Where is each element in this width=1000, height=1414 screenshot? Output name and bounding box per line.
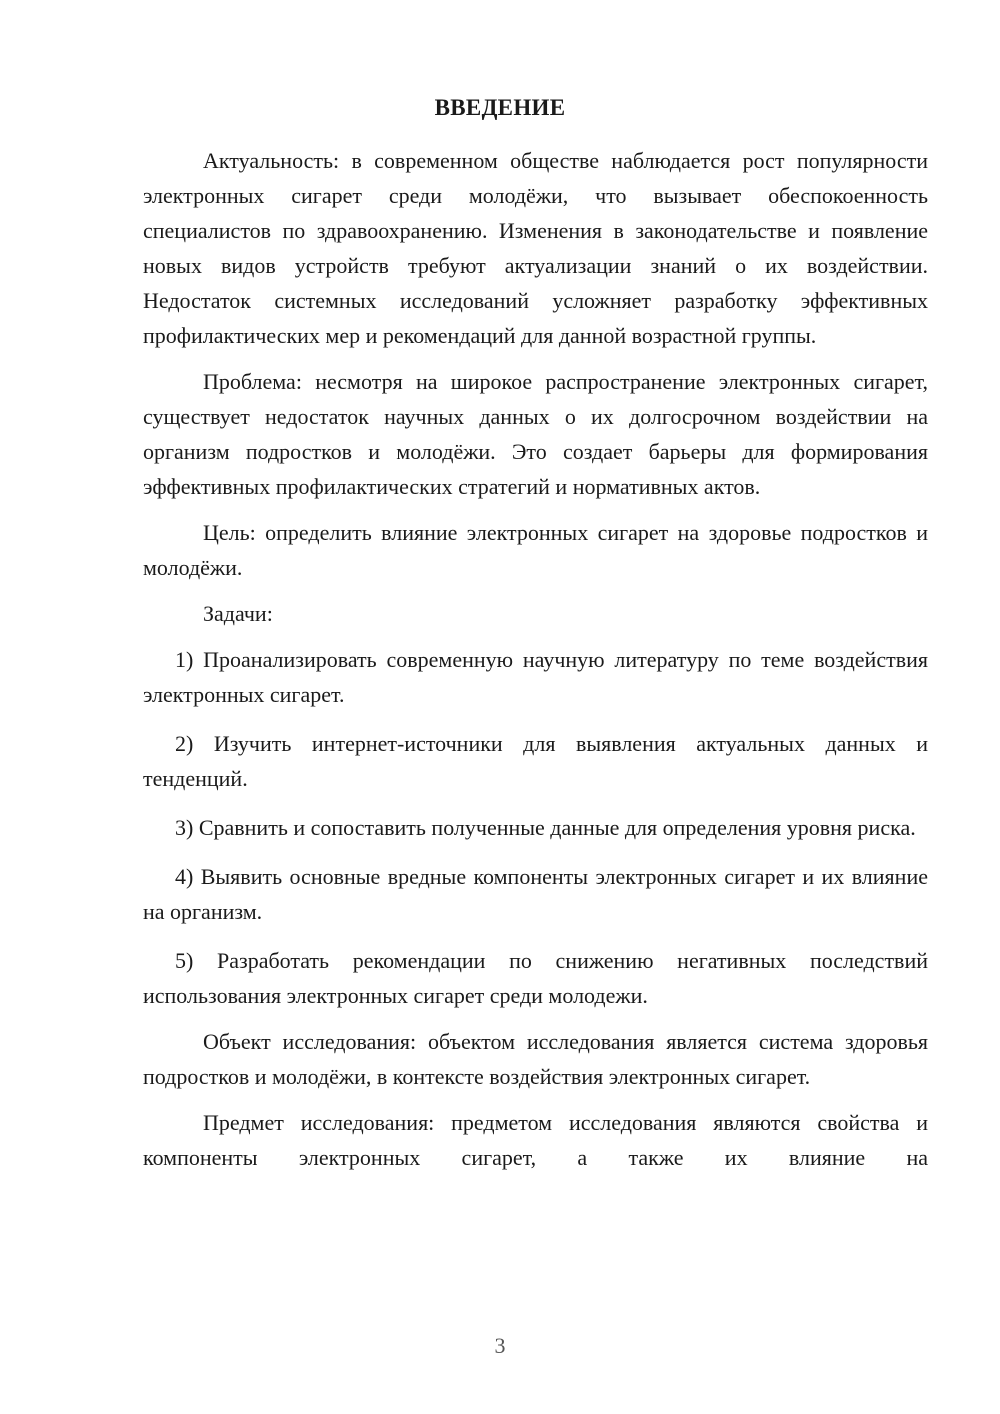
list-item: 3) Сравнить и сопоставить полученные данные для определения уровня риска. [175, 815, 916, 840]
list-item: 4) Выявить основные вредные компоненты электронных сигарет и их влияние на организм. [143, 864, 928, 924]
page-body [143, 143, 928, 1175]
paragraph-subject: Предмет исследования: предметом исследования являются свойства и компоненты электронных сигарет, а также их влияние на [143, 1110, 928, 1170]
paragraph-object: Объект исследования: объектом исследования является система здоровья подростков и молодёжи, в контексте воздействия электронных сигарет. [143, 1029, 928, 1089]
paragraph-problem: Проблема: несмотря на широкое распространение электронных сигарет, существует недостаток научных данных о их долгосрочном воздействии на организм подростков и молодёжи. Это создает барьеры для формирования эффективных профилактических стратегий и нормативных актов. [143, 369, 928, 499]
page-number: 3 [494, 1333, 506, 1358]
list-item: 1) Проанализировать современную научную литературу по теме воздействия электронных сигарет. [143, 647, 928, 707]
paragraph-relevance: Актуальность: в современном обществе наблюдается рост популярности электронных сигарет среди молодёжи, что вызывает обеспокоенность специалистов по здравоохранению. Изменения в законодательстве и появление новых видов устройств требуют актуализации знаний о их воздействии. Недостаток системных исследований усложняет разработку эффективных профилактических мер и рекомендаций для данной возрастной группы. [143, 148, 928, 348]
paragraph-goal: Цель: определить влияние электронных сигарет на здоровье подростков и молодёжи. [143, 520, 928, 580]
tasks-heading: Задачи: [203, 601, 273, 626]
list-item: 2) Изучить интернет-источники для выявления актуальных данных и тенденций. [143, 731, 928, 791]
page-title: ВВЕДЕНИЕ [434, 95, 566, 120]
list-item: 5) Разработать рекомендации по снижению негативных последствий использования электронных сигарет среди молодежи. [143, 948, 928, 1008]
